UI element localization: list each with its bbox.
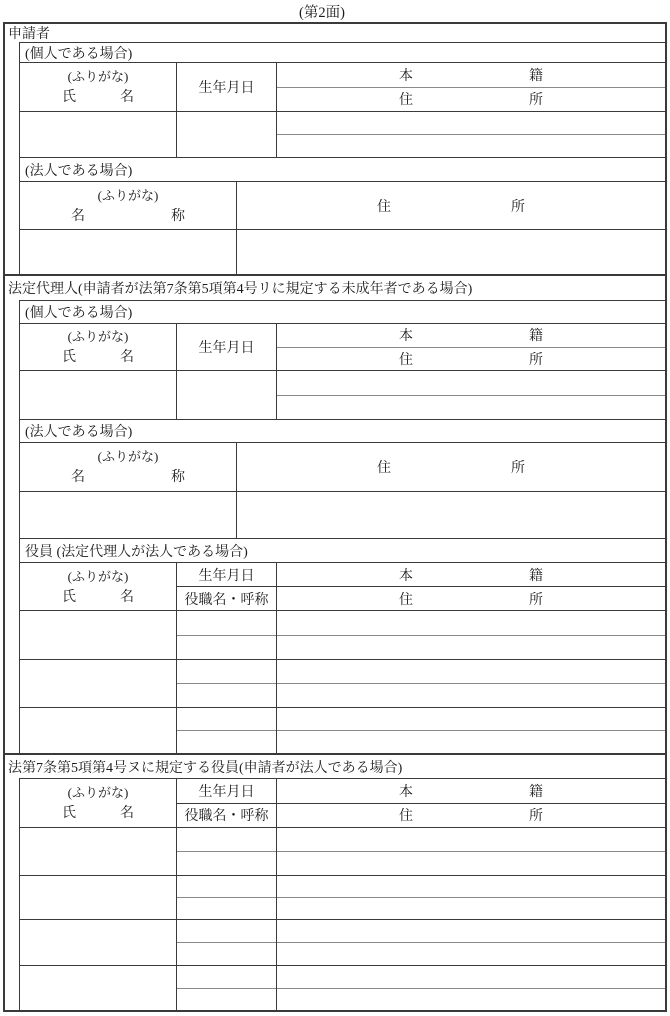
officer-role-field	[177, 943, 276, 965]
officer-header-row	[20, 779, 665, 828]
address-char: 住	[399, 592, 413, 608]
name-header-cell	[20, 563, 177, 610]
law-article7-officers-section-title: 法第7条第5項第4号ヌに規定する役員(申請者が法人である場合)	[8, 760, 403, 776]
address-char: 所	[529, 809, 543, 825]
officer-birthdate-field	[177, 876, 276, 898]
corp-name-char: 称	[171, 470, 185, 485]
applicant-section	[5, 24, 665, 276]
corp-name-header-cell	[20, 443, 237, 491]
legal-representative-section-title: 法定代理人(申請者が法第7条第5項第4号リに規定する未成年者である場合)	[8, 282, 473, 297]
name-label	[20, 587, 176, 608]
corp-name-field	[20, 230, 237, 274]
address-char: 住	[377, 461, 391, 476]
name-char: 氏	[62, 350, 76, 365]
officer-domicile-address-fields	[277, 611, 665, 659]
officer-header-row	[20, 563, 665, 611]
corporate-data-row	[20, 230, 665, 274]
name-label	[20, 803, 176, 824]
officer-name-field	[20, 876, 177, 919]
officer-birthdate-role-fields	[177, 828, 277, 875]
domicile-field	[277, 112, 665, 135]
address-char: 所	[511, 461, 525, 476]
address-header	[277, 88, 665, 112]
address-char: 所	[529, 592, 543, 608]
officer-data-row	[20, 966, 665, 1010]
name-label	[20, 87, 176, 108]
individual-header-row	[20, 63, 665, 112]
corp-name-field	[20, 492, 237, 538]
domicile-char: 籍	[529, 68, 543, 84]
address-field	[277, 396, 665, 420]
officer-domicile-address-fields	[277, 966, 665, 1010]
name-field	[20, 112, 177, 157]
name-header-cell	[20, 63, 177, 111]
domicile-address-header-cell	[277, 563, 665, 610]
officer-domicile-address-fields	[277, 660, 665, 707]
officer-birthdate-field	[177, 966, 276, 989]
corp-name-label	[20, 206, 236, 227]
page-title: (第2面)	[299, 5, 345, 21]
address-char: 所	[529, 352, 543, 368]
corp-name-char: 称	[171, 208, 185, 224]
officer-name-field	[20, 920, 177, 965]
legal-representative-section	[5, 276, 665, 755]
name-header-cell	[20, 324, 177, 370]
officer-name-field	[20, 708, 177, 753]
name-char: 名	[120, 806, 134, 821]
corporate-data-row	[20, 492, 665, 539]
officer-domicile-address-fields	[277, 920, 665, 965]
domicile-header	[277, 779, 665, 804]
law-article7-officers-section	[5, 755, 665, 1010]
address-char: 住	[399, 352, 413, 368]
corp-name-label	[20, 467, 236, 488]
officer-birthdate-field	[177, 828, 276, 852]
address-char: 所	[511, 199, 525, 215]
officer-data-row	[20, 876, 665, 920]
domicile-address-fields	[277, 371, 665, 419]
officer-domicile-field	[277, 828, 665, 852]
name-char: 名	[120, 90, 134, 105]
birthdate-header: 生年月日	[177, 779, 276, 804]
domicile-char: 籍	[529, 329, 543, 345]
corporate-header-row	[20, 443, 665, 492]
officer-name-field	[20, 828, 177, 875]
law-article7-officers-table	[19, 778, 665, 1010]
individual-data-row	[20, 371, 665, 420]
furigana-label: (ふりがな)	[67, 568, 129, 584]
address-char: 住	[399, 809, 413, 825]
birthdate-field	[177, 371, 277, 419]
individual-header-row	[20, 324, 665, 371]
furigana-label: (ふりがな)	[97, 449, 159, 464]
officer-address-field	[277, 898, 665, 919]
birthdate-role-header-cell	[177, 563, 277, 610]
officer-name-field	[20, 966, 177, 1010]
corp-address-field	[237, 492, 665, 538]
domicile-char: 本	[399, 784, 413, 800]
birthdate-header-cell: 生年月日	[177, 324, 277, 370]
domicile-header	[277, 563, 665, 587]
domicile-char: 本	[399, 568, 413, 584]
officer-domicile-field	[277, 708, 665, 731]
officer-birthdate-field	[177, 611, 276, 636]
officer-birthdate-role-fields	[177, 876, 277, 919]
corp-address-field	[237, 230, 665, 274]
domicile-address-header-cell	[277, 324, 665, 370]
officer-birthdate-role-fields	[177, 920, 277, 965]
address-char: 住	[377, 199, 391, 215]
corporate-header-row	[20, 182, 665, 230]
furigana-label: (ふりがな)	[67, 69, 129, 84]
officer-birthdate-role-fields	[177, 966, 277, 1010]
corp-name-header-cell	[20, 182, 237, 229]
domicile-char: 籍	[529, 568, 543, 584]
corp-name-char: 名	[71, 470, 85, 485]
name-header-cell	[20, 779, 177, 827]
officer-name-field	[20, 660, 177, 707]
officer-birthdate-field	[177, 660, 276, 684]
name-char: 氏	[62, 806, 76, 821]
name-char: 氏	[62, 589, 76, 605]
officer-domicile-field	[277, 876, 665, 898]
domicile-header	[277, 63, 665, 88]
birthdate-field	[177, 112, 277, 157]
name-char: 名	[120, 589, 134, 605]
caption-corporate: (法人である場合)	[20, 420, 665, 443]
officer-address-field	[277, 989, 665, 1011]
officer-domicile-address-fields	[277, 708, 665, 753]
role-header: 役職名・呼称	[184, 592, 269, 608]
corp-name-char: 名	[71, 208, 85, 224]
officer-data-row	[20, 611, 665, 660]
officer-role-field	[177, 636, 276, 660]
furigana-label: (ふりがな)	[67, 785, 129, 800]
name-label	[20, 347, 176, 368]
officer-address-field	[277, 731, 665, 753]
application-form-table	[3, 22, 667, 1012]
address-char: 所	[529, 93, 543, 109]
domicile-char: 本	[399, 68, 413, 84]
officer-address-field	[277, 636, 665, 660]
address-char: 住	[399, 93, 413, 109]
furigana-label: (ふりがな)	[67, 329, 129, 344]
officer-role-field	[177, 989, 276, 1011]
caption-legal-rep-officers: 役員 (法定代理人が法人である場合)	[20, 539, 665, 563]
officer-domicile-field	[277, 611, 665, 636]
individual-data-row	[20, 112, 665, 158]
officer-role-field	[177, 684, 276, 707]
officer-address-field	[277, 684, 665, 707]
caption-corporate: (法人である場合)	[20, 158, 665, 182]
domicile-address-header-cell	[277, 63, 665, 111]
address-header	[277, 348, 665, 371]
domicile-address-fields	[277, 112, 665, 157]
officer-domicile-field	[277, 920, 665, 943]
name-char: 名	[120, 350, 134, 365]
name-char: 氏	[62, 90, 76, 105]
officer-birthdate-role-fields	[177, 708, 277, 753]
officer-domicile-address-fields	[277, 876, 665, 919]
officer-address-field	[277, 852, 665, 875]
officer-domicile-field	[277, 966, 665, 989]
address-field	[277, 135, 665, 157]
birthdate-header-cell: 生年月日	[177, 63, 277, 111]
caption-individual: (個人である場合)	[20, 301, 665, 324]
officer-domicile-address-fields	[277, 828, 665, 875]
officer-name-field	[20, 611, 177, 659]
domicile-char: 本	[399, 329, 413, 345]
applicant-section-title: 申請者	[8, 27, 50, 42]
role-header: 役職名・呼称	[184, 809, 269, 825]
caption-individual: (個人である場合)	[20, 43, 665, 63]
furigana-label: (ふりがな)	[97, 187, 159, 203]
name-field	[20, 371, 177, 419]
birthdate-role-header-cell	[177, 779, 277, 827]
officer-birthdate-role-fields	[177, 611, 277, 659]
officer-data-row	[20, 828, 665, 876]
address-header	[277, 587, 665, 610]
officer-address-field	[277, 943, 665, 965]
corp-address-header-cell	[237, 182, 665, 229]
officer-data-row	[20, 708, 665, 753]
applicant-table	[19, 42, 665, 274]
domicile-header	[277, 324, 665, 348]
domicile-char: 籍	[529, 784, 543, 800]
officer-role-field	[177, 731, 276, 753]
officer-data-row	[20, 920, 665, 966]
officer-birthdate-field	[177, 708, 276, 731]
domicile-address-header-cell	[277, 779, 665, 827]
officer-data-row	[20, 660, 665, 708]
officer-role-field	[177, 852, 276, 875]
legal-representative-table	[19, 300, 665, 753]
officer-domicile-field	[277, 660, 665, 684]
officer-birthdate-role-fields	[177, 660, 277, 707]
birthdate-header: 生年月日	[177, 563, 276, 587]
domicile-field	[277, 371, 665, 396]
officer-role-field	[177, 898, 276, 919]
address-header	[277, 804, 665, 828]
corp-address-header-cell	[237, 443, 665, 491]
officer-birthdate-field	[177, 920, 276, 943]
